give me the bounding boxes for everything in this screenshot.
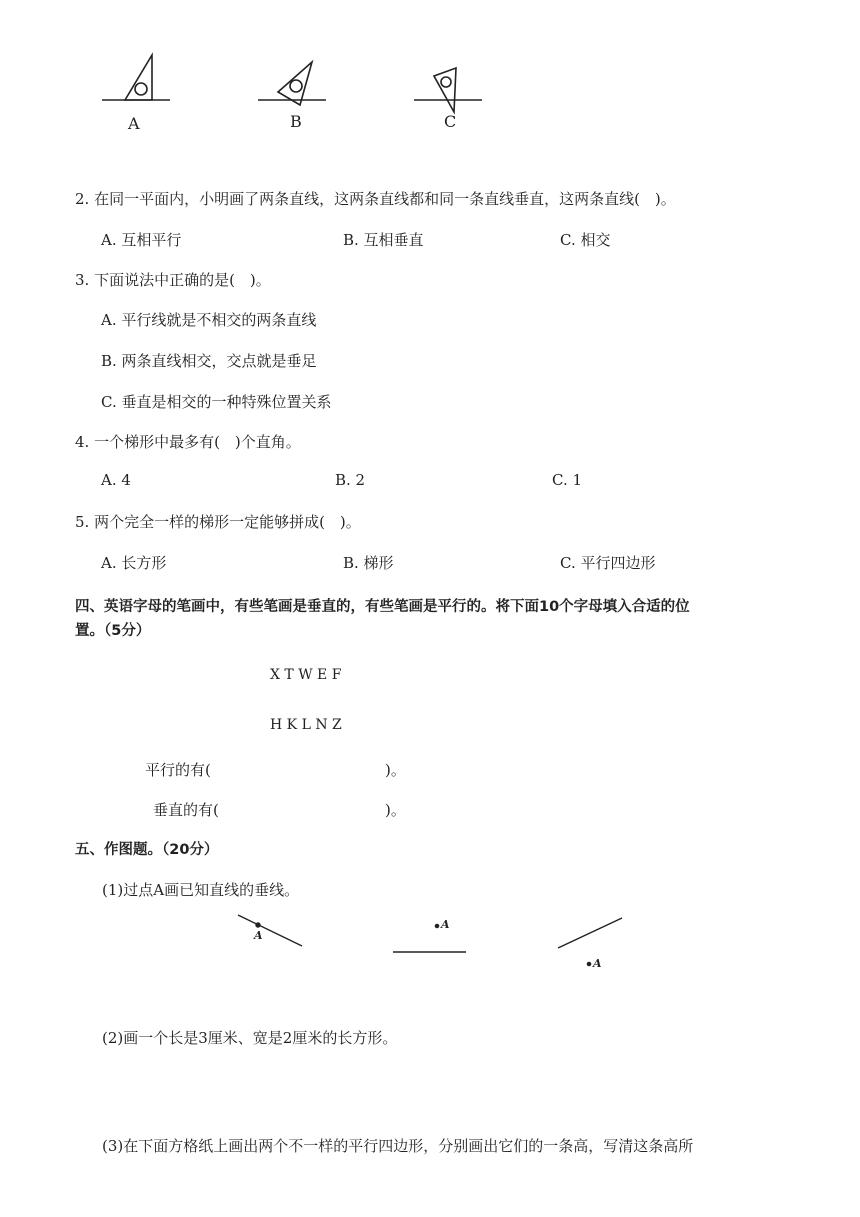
q5-option-c: C. 平行四边形 xyxy=(560,554,656,572)
parallel-label: 平行的有( xyxy=(145,761,211,779)
point-a-2 xyxy=(435,924,438,927)
perpendicular-label: 垂直的有( xyxy=(153,801,219,819)
point-a-1 xyxy=(256,923,260,927)
q2-option-a: A. 互相平行 xyxy=(101,231,182,249)
q3-option-b: B. 两条直线相交，交点就是垂足 xyxy=(101,352,317,370)
given-line-1 xyxy=(238,915,302,946)
q2-stem: 2. 在同一平面内，小明画了两条直线，这两条直线都和同一条直线垂直，这两条直线( )。 xyxy=(75,190,676,208)
q3-stem: 3. 下面说法中正确的是( )。 xyxy=(75,271,271,289)
q2-option-b: B. 互相垂直 xyxy=(343,231,424,249)
section4-heading-line1: 四、英语字母的笔画中，有些笔画是垂直的，有些笔画是平行的。将下面10个字母填入合适的位 xyxy=(75,599,690,615)
letters-row-2: H K L N Z xyxy=(270,717,342,733)
q4-option-b: B. 2 xyxy=(335,471,366,489)
task2-text: (2)画一个长是3厘米、宽是2厘米的长方形。 xyxy=(102,1029,398,1047)
q2-option-c: C. 相交 xyxy=(560,231,611,249)
q4-option-c: C. 1 xyxy=(552,471,583,489)
q3-option-c: C. 垂直是相交的一种特殊位置关系 xyxy=(101,393,332,411)
figure-c xyxy=(414,68,482,112)
point-a-label-2: A xyxy=(441,918,450,931)
point-a-label-3: A xyxy=(593,957,602,970)
given-line-3 xyxy=(558,918,622,948)
task3-text: (3)在下面方格纸上画出两个不一样的平行四边形，分别画出它们的一条高，写清这条高所 xyxy=(102,1137,694,1155)
task1-text: (1)过点A画已知直线的垂线。 xyxy=(102,881,300,899)
figure-c-label: C xyxy=(444,112,457,131)
q5-stem: 5. 两个完全一样的梯形一定能够拼成( )。 xyxy=(75,513,361,531)
point-a-label-1: A xyxy=(254,929,263,942)
q4-option-a: A. 4 xyxy=(101,471,131,489)
figure-b xyxy=(258,62,326,105)
parallel-answer-close: )。 xyxy=(385,761,406,779)
perpendicular-answer-close: )。 xyxy=(385,801,406,819)
letters-row-1: X T W E F xyxy=(270,667,342,683)
section4-heading-line2: 置。（5分） xyxy=(75,623,151,639)
figure-b-label: B xyxy=(290,112,302,131)
q5-option-b: B. 梯形 xyxy=(343,554,394,572)
figure-a xyxy=(102,55,170,100)
q3-option-a: A. 平行线就是不相交的两条直线 xyxy=(101,311,317,329)
q4-stem: 4. 一个梯形中最多有( )个直角。 xyxy=(75,433,301,451)
q5-option-a: A. 长方形 xyxy=(101,554,167,572)
point-a-3 xyxy=(587,962,590,965)
figure-a-label: A xyxy=(128,114,140,133)
section5-heading: 五、作图题。（20分） xyxy=(75,842,219,858)
